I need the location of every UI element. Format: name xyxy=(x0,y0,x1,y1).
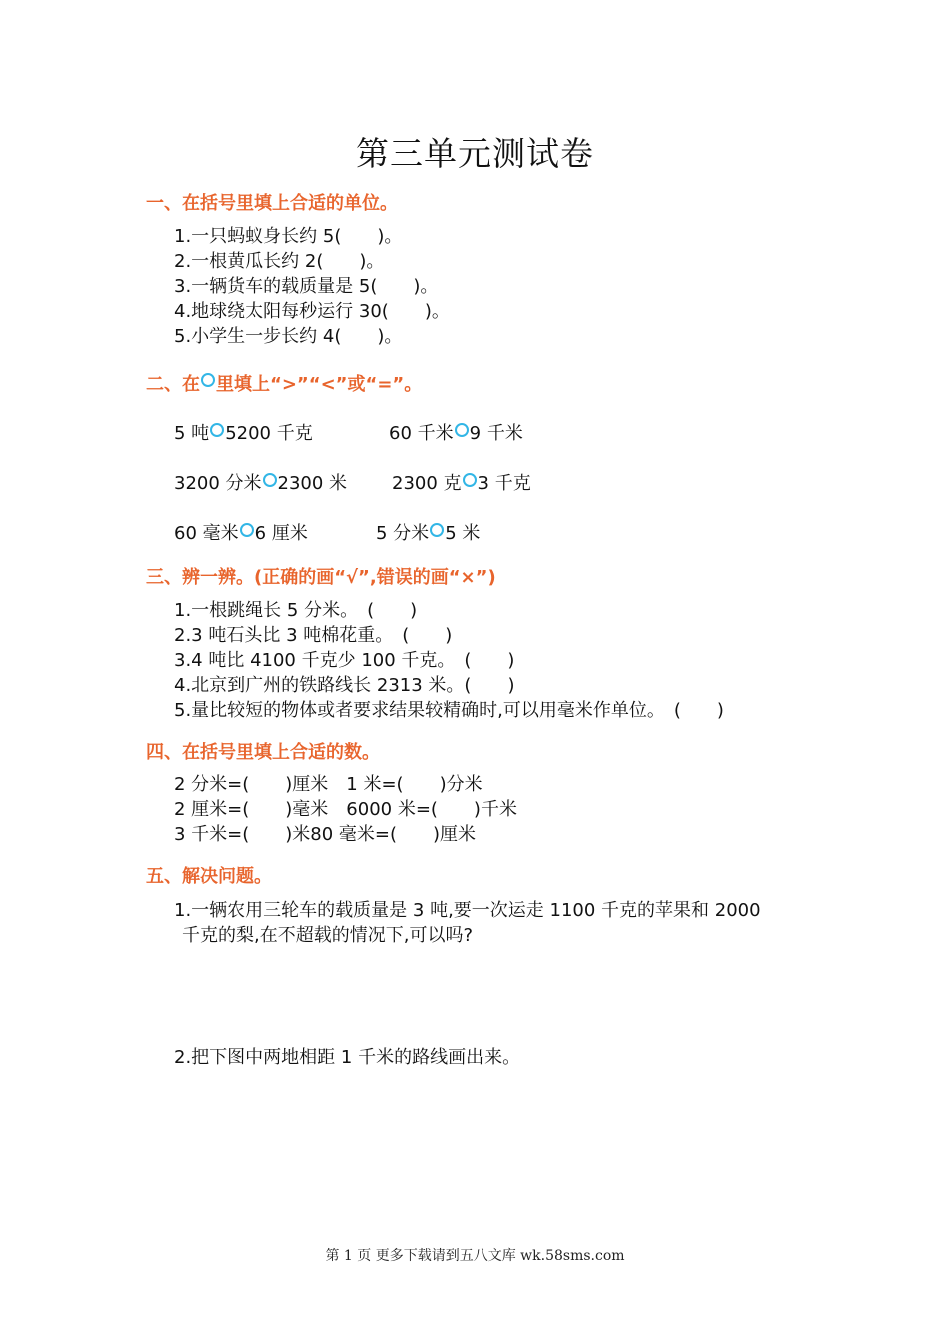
section4-item-1: 2 分米=( )厘米 1 米=( )分米 xyxy=(174,774,483,795)
compare-circle-icon[interactable] xyxy=(455,423,469,437)
compare-item xyxy=(392,469,531,495)
section3-item-4: 4.北京到广州的铁路线长 2313 米。( ) xyxy=(174,675,515,696)
compare-item xyxy=(376,519,480,545)
section4-item-2: 2 厘米=( )毫米 6000 米=( )千米 xyxy=(174,799,517,820)
section3-heading: 三、辨一辨。(正确的画“√”,错误的画“×”) xyxy=(146,567,496,588)
problem-2: 2.把下图中两地相距 1 千米的路线画出来。 xyxy=(174,1047,521,1068)
compare-circle-icon[interactable] xyxy=(463,473,477,487)
compare-item xyxy=(174,519,308,545)
section1-item-1: 1.一只蚂蚁身长约 5( )。 xyxy=(174,226,403,247)
section3-item-3: 3.4 吨比 4100 千克少 100 千克。 ( ) xyxy=(174,650,515,671)
problem-1-line-1: 1.一辆农用三轮车的载质量是 3 吨,要一次运走 1100 千克的苹果和 2000 xyxy=(174,900,761,921)
circle-icon xyxy=(201,373,215,387)
section1-item-2: 2.一根黄瓜长约 2( )。 xyxy=(174,251,385,272)
section3-item-5: 5.量比较短的物体或者要求结果较精确时,可以用毫米作单位。 ( ) xyxy=(174,700,724,721)
compare-item xyxy=(174,419,313,445)
section1-heading: 一、在括号里填上合适的单位。 xyxy=(146,193,398,214)
page-footer: 第 1 页 更多下载请到五八文库 wk.58sms.com xyxy=(325,1248,625,1264)
compare-item xyxy=(174,469,347,495)
problem-1-line-2: 千克的梨,在不超载的情况下,可以吗? xyxy=(182,925,473,946)
compare-item xyxy=(389,419,523,445)
compare-right: 2300 米 xyxy=(277,473,348,494)
compare-right: 5 米 xyxy=(445,523,481,544)
compare-left: 60 毫米 xyxy=(174,523,239,544)
compare-left: 60 千米 xyxy=(389,423,454,444)
compare-left: 5 吨 xyxy=(174,423,210,444)
compare-circle-icon[interactable] xyxy=(430,523,444,537)
compare-right: 9 千米 xyxy=(469,423,523,444)
compare-circle-icon[interactable] xyxy=(263,473,277,487)
section1-item-3: 3.一辆货车的载质量是 5( )。 xyxy=(174,276,439,297)
section2-heading-before: 二、在 xyxy=(146,374,200,395)
compare-left: 2300 克 xyxy=(392,473,462,494)
section4-item-3: 3 千米=( )米80 毫米=( )厘米 xyxy=(174,824,477,845)
section4-heading: 四、在括号里填上合适的数。 xyxy=(146,742,380,763)
compare-left: 5 分米 xyxy=(376,523,430,544)
compare-right: 3 千克 xyxy=(477,473,531,494)
section1-item-4: 4.地球绕太阳每秒运行 30( )。 xyxy=(174,301,450,322)
compare-right: 5200 千克 xyxy=(225,423,313,444)
page-title: 第三单元测试卷 xyxy=(356,134,594,173)
compare-circle-icon[interactable] xyxy=(240,523,254,537)
section3-item-1: 1.一根跳绳长 5 分米。 ( ) xyxy=(174,600,418,621)
section3-item-2: 2.3 吨石头比 3 吨棉花重。 ( ) xyxy=(174,625,453,646)
section2-heading-after: 里填上“>”“<”或“=”。 xyxy=(216,374,423,395)
compare-circle-icon[interactable] xyxy=(210,423,224,437)
section1-item-5: 5.小学生一步长约 4( )。 xyxy=(174,326,403,347)
compare-right: 6 厘米 xyxy=(254,523,308,544)
section2-heading xyxy=(146,370,422,396)
compare-left: 3200 分米 xyxy=(174,473,262,494)
section5-heading: 五、解决问题。 xyxy=(146,866,272,887)
